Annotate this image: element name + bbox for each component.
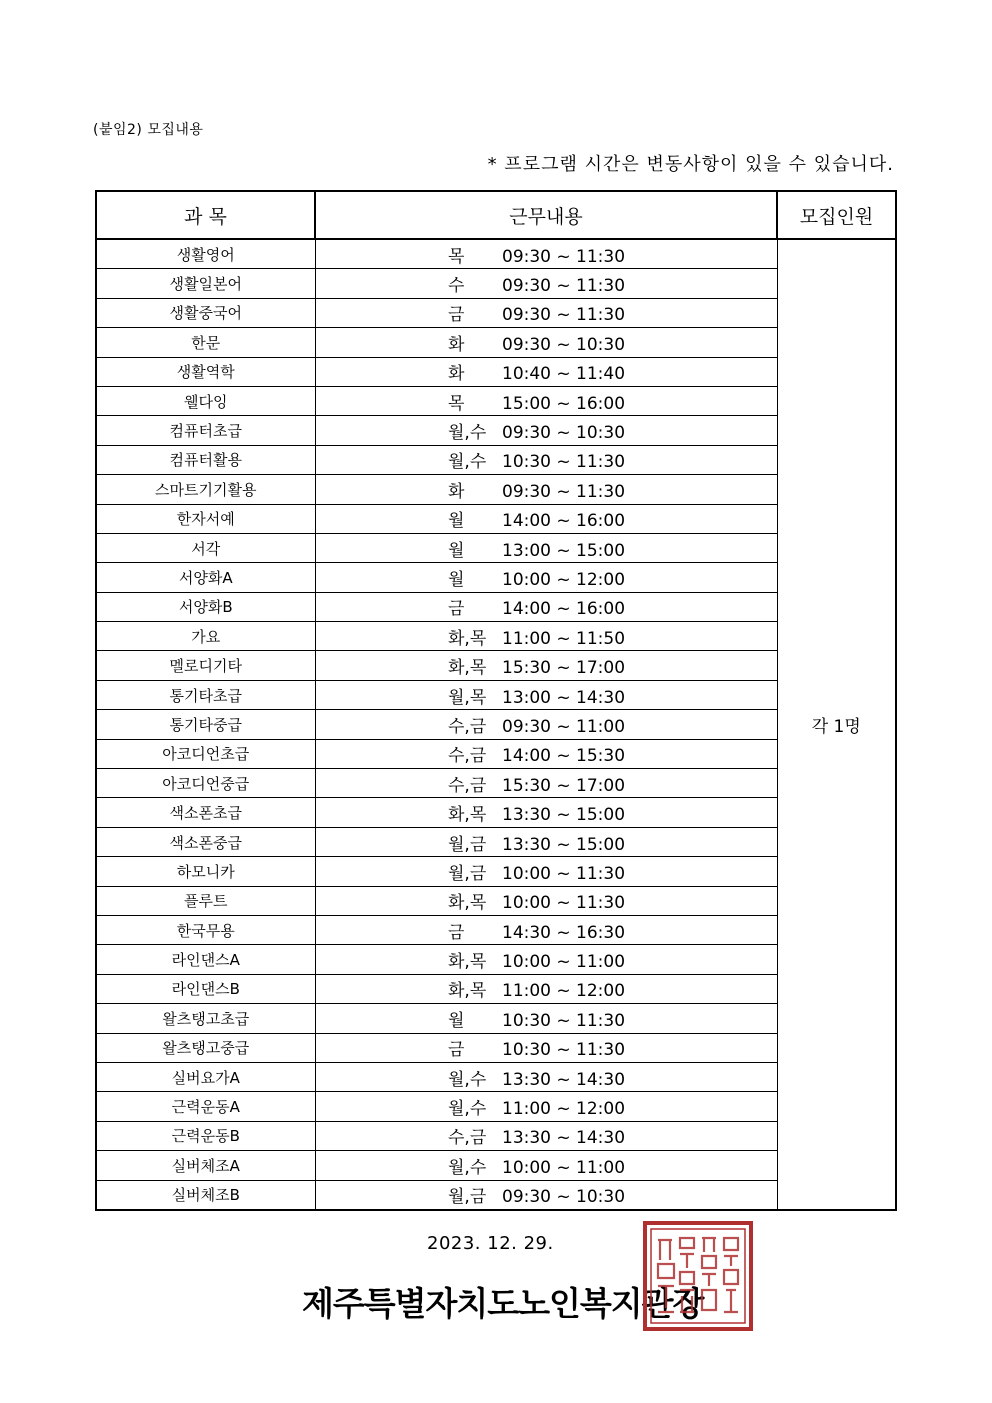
- subject-cell: 하모니카: [96, 857, 315, 886]
- subject-cell: 생활역학: [96, 357, 315, 386]
- schedule-cell: [315, 710, 777, 739]
- schedule-cell: [315, 1062, 777, 1091]
- schedule-cell: [315, 563, 777, 592]
- subject-cell: 컴퓨터활용: [96, 445, 315, 474]
- schedule-days: 금: [448, 1040, 465, 1061]
- schedule-time: 11:00 ~ 12:00: [502, 1099, 626, 1120]
- schedule-time: 09:30 ~ 11:00: [502, 716, 626, 737]
- schedule-cell: [315, 533, 777, 562]
- table-row: [96, 680, 896, 709]
- table-row: [96, 622, 896, 651]
- subject-cell: 웰다잉: [96, 386, 315, 415]
- schedule-time: 09:30 ~ 11:30: [502, 246, 626, 267]
- schedule-cell: [315, 475, 777, 504]
- subject-cell: 가요: [96, 622, 315, 651]
- header-schedule: 근무내용: [315, 191, 777, 239]
- table-row: [96, 1121, 896, 1150]
- subject-cell: 라인댄스B: [96, 974, 315, 1003]
- schedule-days: 금: [448, 599, 465, 620]
- table-row: [96, 298, 896, 327]
- schedule-cell: [315, 1092, 777, 1121]
- schedule-days: 화: [448, 481, 465, 502]
- schedule-time: 11:00 ~ 12:00: [502, 981, 626, 1002]
- table-row: [96, 1180, 896, 1210]
- schedule-days: 목: [448, 246, 465, 267]
- schedule-time: 09:30 ~ 10:30: [502, 334, 626, 355]
- schedule-days: 화: [448, 364, 465, 385]
- subject-cell: 한자서예: [96, 504, 315, 533]
- schedule-time: 09:30 ~ 10:30: [502, 423, 626, 444]
- schedule-time: 15:30 ~ 17:00: [502, 658, 626, 679]
- subject-cell: 실버체조B: [96, 1180, 315, 1210]
- schedule-days: 화,목: [448, 952, 487, 973]
- table-header-row: [96, 191, 896, 239]
- subject-cell: 왈츠탱고중급: [96, 1033, 315, 1062]
- schedule-days: 월: [448, 1010, 465, 1031]
- schedule-time: 13:30 ~ 14:30: [502, 1069, 626, 1090]
- table-row: [96, 504, 896, 533]
- schedule-days: 금: [448, 922, 465, 943]
- schedule-days: 월,수: [448, 1099, 487, 1120]
- table-row: [96, 328, 896, 357]
- seal-text: 제주특별자치도노인복지관장인: [698, 1328, 712, 1329]
- schedule-days: 화,목: [448, 805, 487, 826]
- subject-cell: 서양화B: [96, 592, 315, 621]
- schedule-time: 14:00 ~ 16:00: [502, 511, 626, 532]
- schedule-days: 월: [448, 540, 465, 561]
- subject-cell: 스마트기기활용: [96, 475, 315, 504]
- schedule-cell: [315, 769, 777, 798]
- subject-cell: 색소폰중급: [96, 827, 315, 856]
- subject-cell: 컴퓨터초급: [96, 416, 315, 445]
- header-recruit: 모집인원: [777, 191, 896, 239]
- schedule-time: 13:30 ~ 15:00: [502, 834, 626, 855]
- schedule-cell: [315, 680, 777, 709]
- table-row: [96, 739, 896, 768]
- table-row: [96, 857, 896, 886]
- schedule-days: 월: [448, 569, 465, 590]
- schedule-days: 월: [448, 511, 465, 532]
- schedule-days: 월,금: [448, 834, 487, 855]
- schedule-time: 10:00 ~ 11:30: [502, 893, 626, 914]
- schedule-time: 11:00 ~ 11:50: [502, 628, 626, 649]
- subject-cell: 아코디언초급: [96, 739, 315, 768]
- schedule-cell: [315, 915, 777, 944]
- schedule-cell: [315, 651, 777, 680]
- schedule-cell: [315, 386, 777, 415]
- schedule-time: 10:30 ~ 11:30: [502, 1010, 626, 1031]
- schedule-days: 수,금: [448, 775, 487, 796]
- schedule-days: 수,금: [448, 1128, 487, 1149]
- subject-cell: 근력운동A: [96, 1092, 315, 1121]
- schedule-days: 월,수: [448, 1069, 487, 1090]
- subject-cell: 왈츠탱고초급: [96, 1004, 315, 1033]
- subject-cell: 한문: [96, 328, 315, 357]
- schedule-days: 월,수: [448, 423, 487, 444]
- subject-cell: 통기타초급: [96, 680, 315, 709]
- schedule-days: 목: [448, 393, 465, 414]
- table-row: [96, 239, 896, 269]
- table-row: [96, 886, 896, 915]
- schedule-time: 15:30 ~ 17:00: [502, 775, 626, 796]
- table-row: [96, 269, 896, 298]
- schedule-cell: [315, 504, 777, 533]
- table-row: [96, 710, 896, 739]
- schedule-cell: [315, 857, 777, 886]
- official-seal-icon: [642, 1220, 754, 1332]
- schedule-time: 09:30 ~ 11:30: [502, 305, 626, 326]
- schedule-cell: [315, 269, 777, 298]
- schedule-time: 10:00 ~ 12:00: [502, 569, 626, 590]
- schedule-time: 13:30 ~ 14:30: [502, 1128, 626, 1149]
- schedule-change-note: * 프로그램 시간은 변동사항이 있을 수 있습니다.: [487, 154, 894, 175]
- schedule-days: 수: [448, 276, 465, 297]
- table-row: [96, 915, 896, 944]
- schedule-cell: [315, 798, 777, 827]
- table-row: [96, 1092, 896, 1121]
- subject-cell: 실버요가A: [96, 1062, 315, 1091]
- schedule-cell: [315, 739, 777, 768]
- header-subject: 과 목: [96, 191, 315, 239]
- schedule-days: 월,목: [448, 687, 487, 708]
- schedule-time: 09:30 ~ 11:30: [502, 481, 626, 502]
- subject-cell: 실버체조A: [96, 1151, 315, 1180]
- schedule-time: 10:00 ~ 11:30: [502, 863, 626, 884]
- table-row: [96, 651, 896, 680]
- table-row: [96, 357, 896, 386]
- subject-cell: 생활중국어: [96, 298, 315, 327]
- subject-cell: 한국무용: [96, 915, 315, 944]
- schedule-time: 09:30 ~ 10:30: [502, 1187, 626, 1208]
- subject-cell: 통기타중급: [96, 710, 315, 739]
- table-row: [96, 769, 896, 798]
- schedule-cell: [315, 945, 777, 974]
- organization-name: 제주특별자치도노인복지관장: [302, 1284, 704, 1323]
- schedule-time: 10:00 ~ 11:00: [502, 1157, 626, 1178]
- schedule-time: 14:00 ~ 15:30: [502, 746, 626, 767]
- table-row: [96, 974, 896, 1003]
- subject-cell: 라인댄스A: [96, 945, 315, 974]
- schedule-time: 14:30 ~ 16:30: [502, 922, 626, 943]
- schedule-days: 월,수: [448, 1157, 487, 1178]
- document-date: 2023. 12. 29.: [427, 1233, 554, 1254]
- subject-cell: 생활일본어: [96, 269, 315, 298]
- schedule-cell: [315, 592, 777, 621]
- schedule-time: 15:00 ~ 16:00: [502, 393, 626, 414]
- schedule-time: 09:30 ~ 11:30: [502, 276, 626, 297]
- subject-cell: 색소폰초급: [96, 798, 315, 827]
- schedule-days: 화: [448, 334, 465, 355]
- table-row: [96, 827, 896, 856]
- schedule-cell: [315, 357, 777, 386]
- schedule-cell: [315, 827, 777, 856]
- schedule-days: 수,금: [448, 716, 487, 737]
- schedule-cell: [315, 886, 777, 915]
- schedule-days: 월,금: [448, 863, 487, 884]
- schedule-cell: [315, 445, 777, 474]
- table-row: [96, 798, 896, 827]
- schedule-time: 13:00 ~ 15:00: [502, 540, 626, 561]
- schedule-time: 14:00 ~ 16:00: [502, 599, 626, 620]
- table-row: [96, 386, 896, 415]
- subject-cell: 멜로디기타: [96, 651, 315, 680]
- schedule-cell: [315, 1180, 777, 1210]
- schedule-time: 10:00 ~ 11:00: [502, 952, 626, 973]
- schedule-time: 10:40 ~ 11:40: [502, 364, 626, 385]
- schedule-cell: [315, 416, 777, 445]
- schedule-time: 10:30 ~ 11:30: [502, 452, 626, 473]
- schedule-days: 수,금: [448, 746, 487, 767]
- table-row: [96, 592, 896, 621]
- table-row: [96, 563, 896, 592]
- schedule-days: 금: [448, 305, 465, 326]
- subject-cell: 아코디언중급: [96, 769, 315, 798]
- schedule-days: 화,목: [448, 658, 487, 679]
- table-row: [96, 533, 896, 562]
- recruitment-table: [95, 190, 897, 1211]
- schedule-cell: [315, 328, 777, 357]
- recruit-count-cell: 각 1명: [777, 239, 896, 1210]
- subject-cell: 플루트: [96, 886, 315, 915]
- schedule-days: 월,수: [448, 452, 487, 473]
- schedule-days: 월,금: [448, 1187, 487, 1208]
- subject-cell: 생활영어: [96, 239, 315, 269]
- table-row: [96, 416, 896, 445]
- subject-cell: 서각: [96, 533, 315, 562]
- subject-cell: 서양화A: [96, 563, 315, 592]
- schedule-cell: [315, 1004, 777, 1033]
- schedule-cell: [315, 622, 777, 651]
- schedule-cell: [315, 298, 777, 327]
- schedule-cell: [315, 1033, 777, 1062]
- table-row: [96, 1004, 896, 1033]
- schedule-cell: [315, 1121, 777, 1150]
- schedule-time: 13:00 ~ 14:30: [502, 687, 626, 708]
- schedule-days: 화,목: [448, 628, 487, 649]
- table-row: [96, 945, 896, 974]
- schedule-time: 13:30 ~ 15:00: [502, 805, 626, 826]
- table-row: [96, 1033, 896, 1062]
- table-row: [96, 1062, 896, 1091]
- schedule-cell: [315, 239, 777, 269]
- schedule-cell: [315, 974, 777, 1003]
- schedule-cell: [315, 1151, 777, 1180]
- schedule-days: 화,목: [448, 893, 487, 914]
- schedule-days: 화,목: [448, 981, 487, 1002]
- table-row: [96, 1151, 896, 1180]
- table-row: [96, 445, 896, 474]
- table-row: [96, 475, 896, 504]
- schedule-time: 10:30 ~ 11:30: [502, 1040, 626, 1061]
- subject-cell: 근력운동B: [96, 1121, 315, 1150]
- attachment-label: (붙임2) 모집내용: [93, 122, 204, 138]
